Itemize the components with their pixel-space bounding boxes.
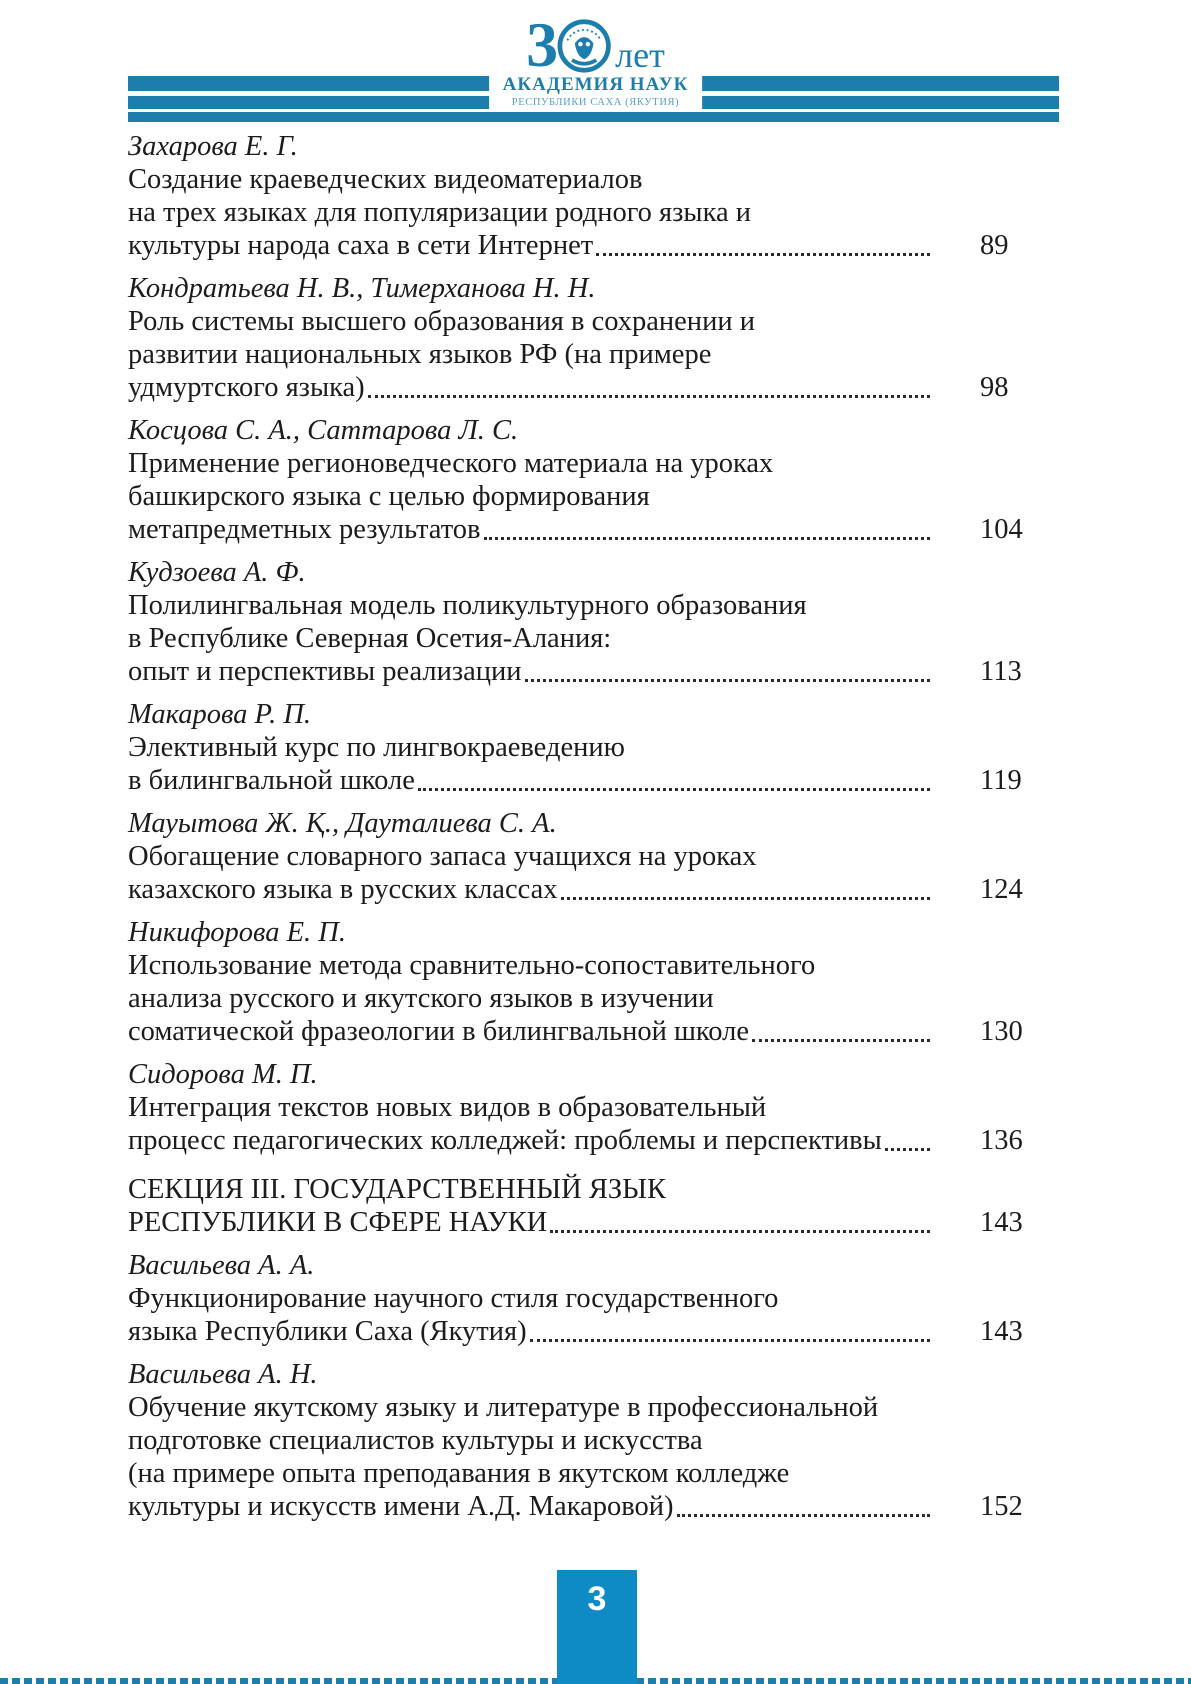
toc-entry-title-line: удмуртского языка) <box>128 372 365 403</box>
dot-leader <box>418 788 930 791</box>
dot-leader <box>550 1230 930 1233</box>
anniversary-logo <box>489 8 703 112</box>
footer-page-badge <box>557 1570 637 1684</box>
dot-leader <box>885 1148 930 1151</box>
toc-section-heading <box>128 1173 1040 1239</box>
toc-entry-author: Захарова Е. Г. <box>128 131 298 162</box>
toc-entry-author: Косцова С. А., Саттарова Л. С. <box>128 415 519 446</box>
toc-entry-last-line <box>128 1490 1040 1523</box>
dot-leader <box>525 679 930 682</box>
dot-leader <box>596 253 930 256</box>
toc-entry-author: Васильева А. А. <box>128 1250 315 1281</box>
toc-entry <box>128 1058 1040 1157</box>
toc-entry-page-number: 124 <box>980 874 1023 905</box>
toc-entry-title-line: языка Республики Саха (Якутия) <box>128 1316 527 1347</box>
dot-leader <box>561 897 930 900</box>
toc-entry-title-line: Интеграция текстов новых видов в образовательный <box>128 1092 767 1123</box>
dot-leader <box>484 537 931 540</box>
toc-entry-author: Мауытова Ж. Қ., Дауталиева С. А. <box>128 808 557 839</box>
owl-emblem-zero-icon <box>556 18 612 74</box>
toc-entry-page-number: 136 <box>980 1125 1023 1156</box>
toc-entry-title-line: культуры и искусств имени А.Д. Макаровой) <box>128 1491 674 1522</box>
dot-leader <box>368 395 930 398</box>
toc-entry <box>128 916 1040 1048</box>
toc-entry-page-number: 89 <box>980 230 1009 261</box>
toc-entry-page-number: 113 <box>980 656 1022 687</box>
toc-entry-title-line: Функционирование научного стиля государственного <box>128 1283 779 1314</box>
toc-entry-page-number: 98 <box>980 372 1009 403</box>
toc-entry-last-line <box>128 1015 1040 1048</box>
dot-leader <box>752 1039 930 1042</box>
logo-30-years <box>503 8 689 80</box>
toc-entry-page-number: 130 <box>980 1016 1023 1047</box>
toc-entry-last-line <box>128 764 1040 797</box>
toc-entry-last-line <box>128 1124 1040 1157</box>
toc-entry-last-line <box>128 1315 1040 1348</box>
toc-entry-title-line: Обогащение словарного запаса учащихся на уроках <box>128 841 757 872</box>
toc-entry <box>128 130 1040 262</box>
toc-entry-title-line: Роль системы высшего образования в сохранении и <box>128 306 755 337</box>
toc-entry-title-line: анализа русского и якутского языков в изучении <box>128 983 714 1014</box>
toc-entry-title-line: процесс педагогических колледжей: проблемы и перспективы <box>128 1125 882 1156</box>
logo-years-label: лет <box>615 34 665 75</box>
logo-republic-name: РЕСПУБЛИКИ САХА (ЯКУТИЯ) <box>511 97 680 108</box>
toc-entry <box>128 1358 1040 1523</box>
toc-list <box>128 130 1040 1533</box>
footer-page-number: 3 <box>587 1580 607 1618</box>
toc-entry-last-line <box>128 655 1040 688</box>
toc-entry-title-line: Создание краеведческих видеоматериалов <box>128 164 643 195</box>
toc-entry-title-line: (на примере опыта преподавания в якутском колледже <box>128 1458 790 1489</box>
toc-entry-page-number: 143 <box>980 1207 1023 1238</box>
toc-entry <box>128 807 1040 906</box>
toc-entry-author: Васильева А. Н. <box>128 1359 318 1390</box>
toc-entry-author: Кондратьева Н. В., Тимерханова Н. Н. <box>128 273 596 304</box>
toc-entry-title-line: опыт и перспективы реализации <box>128 656 522 687</box>
toc-entry-author: Сидорова М. П. <box>128 1059 318 1090</box>
toc-entry-last-line <box>128 873 1040 906</box>
toc-entry-author: Макарова Р. П. <box>128 699 312 730</box>
toc-entry <box>128 272 1040 404</box>
toc-entry-author: Кудзоева А. Ф. <box>128 557 306 588</box>
toc-entry-title-line: башкирского языка с целью формирования <box>128 481 650 512</box>
toc-entry-last-line <box>128 229 1040 262</box>
toc-entry-page-number: 143 <box>980 1316 1023 1347</box>
toc-entry-title-line: РЕСПУБЛИКИ В СФЕРЕ НАУКИ <box>128 1207 548 1238</box>
toc-entry-page-number: 104 <box>980 514 1023 545</box>
toc-entry-title-line: Обучение якутскому языку и литературе в профессиональной <box>128 1392 879 1423</box>
toc-entry <box>128 414 1040 546</box>
toc-entry-author: Никифорова Е. П. <box>128 917 346 948</box>
toc-entry-title-line: Использование метода сравнительно-сопоставительного <box>128 950 816 981</box>
toc-entry-title-line: казахского языка в русских классах <box>128 874 558 905</box>
dot-leader <box>530 1339 930 1342</box>
toc-entry-page-number: 152 <box>980 1491 1023 1522</box>
toc-entry <box>128 698 1040 797</box>
toc-entry-title-line: Элективный курс по лингвокраеведению <box>128 732 625 763</box>
logo-number: 3 <box>526 8 557 80</box>
toc-entry-title-line: соматической фразеологии в билингвальной школе <box>128 1016 750 1047</box>
toc-entry-last-line <box>128 1206 1040 1239</box>
logo-academy-name: АКАДЕМИЯ НАУК <box>502 74 689 95</box>
toc-entry-title-line: в Республике Северная Осетия-Алания: <box>128 623 612 654</box>
toc-entry-last-line <box>128 513 1040 546</box>
toc-entry-title-line: Полилингвальная модель поликультурного образования <box>128 590 807 621</box>
toc-entry <box>128 1249 1040 1348</box>
toc-entry-title-line: Применение регионоведческого материала на уроках <box>128 448 774 479</box>
toc-entry-title-line: в билингвальной школе <box>128 765 415 796</box>
toc-entry-last-line <box>128 371 1040 404</box>
toc-entry-title-line: метапредметных результатов <box>128 514 481 545</box>
toc-entry-title-line: СЕКЦИЯ III. ГОСУДАРСТВЕННЫЙ ЯЗЫК <box>128 1174 667 1205</box>
header-stripe <box>128 112 1059 122</box>
toc-entry-title-line: подготовке специалистов культуры и искусства <box>128 1425 703 1456</box>
toc-entry-title-line: культуры народа саха в сети Интернет <box>128 230 594 261</box>
toc-entry-page-number: 119 <box>980 765 1022 796</box>
toc-entry-title-line: на трех языках для популяризации родного языка и <box>128 197 752 228</box>
toc-entry <box>128 556 1040 688</box>
toc-entry-title-line: развитии национальных языков РФ (на примере <box>128 339 712 370</box>
dot-leader <box>677 1514 930 1517</box>
